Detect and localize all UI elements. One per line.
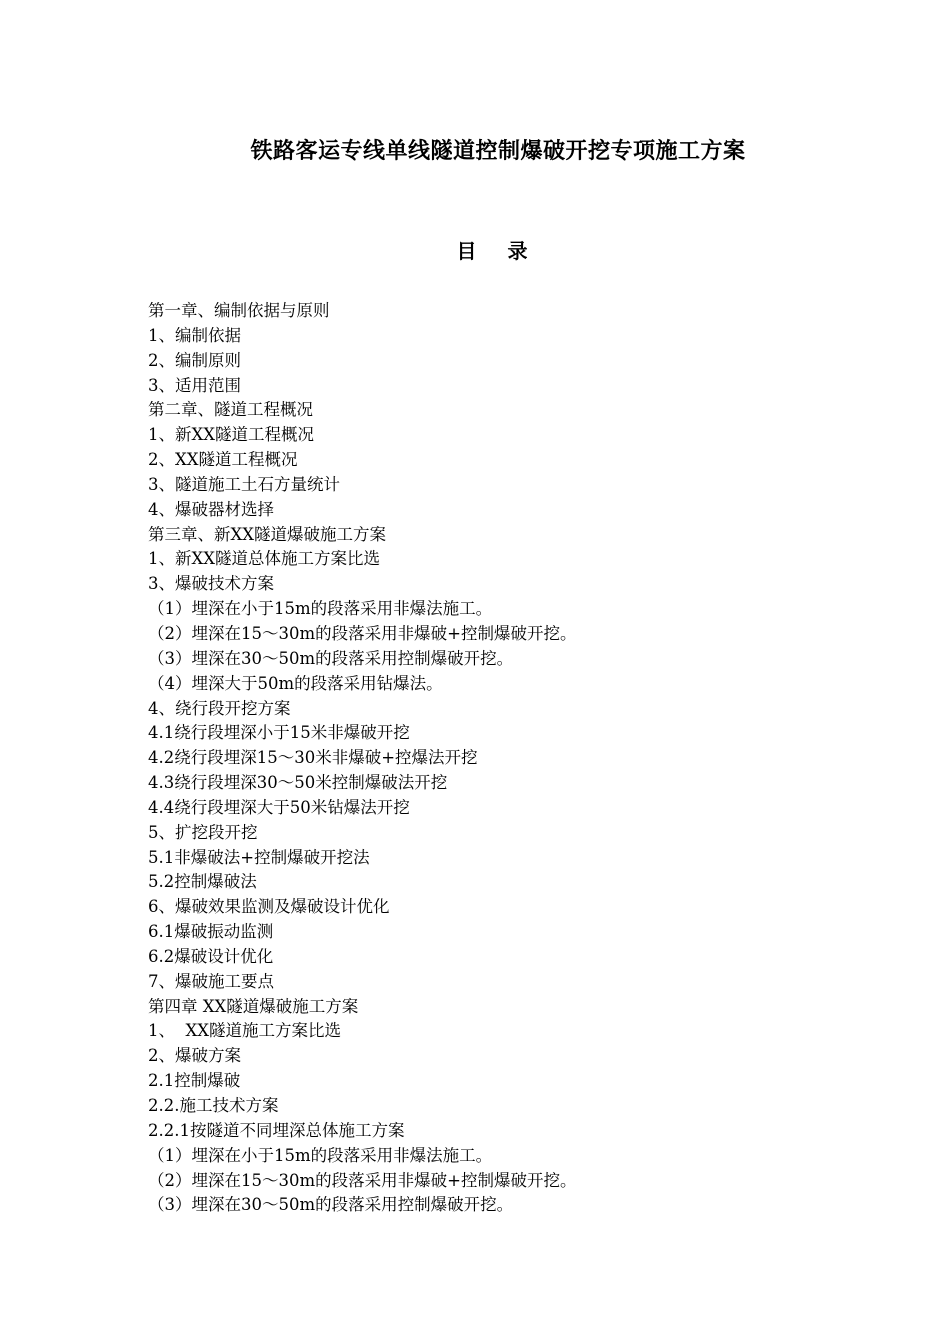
toc-item: 第二章、隧道工程概况 <box>148 400 313 420</box>
toc-item: 1、新XX隧道总体施工方案比选 <box>148 549 380 569</box>
toc-item: 1、编制依据 <box>148 325 241 345</box>
toc-item: 3、爆破技术方案 <box>148 574 274 594</box>
toc-item: 2、爆破方案 <box>148 1046 241 1066</box>
toc-item: 1、新XX隧道工程概况 <box>148 425 314 445</box>
table-of-contents <box>148 299 868 1218</box>
toc-item: 6、爆破效果监测及爆破设计优化 <box>148 897 390 917</box>
toc-item: （3）埋深在30～50m的段落采用控制爆破开挖。 <box>148 1195 514 1215</box>
toc-item: （4）埋深大于50m的段落采用钻爆法。 <box>148 673 443 693</box>
toc-item: 4.1绕行段埋深小于15米非爆破开挖 <box>148 723 410 743</box>
toc-item: （1）埋深在小于15m的段落采用非爆法施工。 <box>148 599 493 619</box>
toc-heading: 目 录 <box>456 239 540 263</box>
toc-item: 2、XX隧道工程概况 <box>148 450 298 470</box>
toc-item: 2、编制原则 <box>148 350 241 370</box>
toc-item: 3、隧道施工土石方量统计 <box>148 474 340 494</box>
toc-item: （1）埋深在小于15m的段落采用非爆法施工。 <box>148 1145 493 1165</box>
toc-item: 4.2绕行段埋深15～30米非爆破+控爆法开挖 <box>148 748 478 768</box>
toc-item: 2.1控制爆破 <box>148 1071 241 1091</box>
toc-item: 第三章、新XX隧道爆破施工方案 <box>148 524 386 544</box>
toc-item: 2.2.1按隧道不同埋深总体施工方案 <box>148 1120 405 1140</box>
toc-item: （2）埋深在15～30m的段落采用非爆破+控制爆破开挖。 <box>148 1170 577 1190</box>
toc-item: 第四章 XX隧道爆破施工方案 <box>148 996 359 1016</box>
toc-item: 3、适用范围 <box>148 375 241 395</box>
toc-item: 第一章、编制依据与原则 <box>148 301 330 320</box>
toc-item: 5.2控制爆破法 <box>148 872 257 892</box>
toc-item: 5、扩挖段开挖 <box>148 822 258 842</box>
toc-item: （2）埋深在15～30m的段落采用非爆破+控制爆破开挖。 <box>148 623 577 643</box>
toc-item: 6.2爆破设计优化 <box>148 946 274 966</box>
toc-item: 4.4绕行段埋深大于50米钻爆法开挖 <box>148 797 410 817</box>
toc-item: 2.2.施工技术方案 <box>148 1096 279 1115</box>
toc-item: 4.3绕行段埋深30～50米控制爆破法开挖 <box>148 773 448 793</box>
toc-item: 5.1非爆破法+控制爆破开挖法 <box>148 847 370 867</box>
toc-item: 7、爆破施工要点 <box>148 971 274 991</box>
toc-item: 1、 XX隧道施工方案比选 <box>148 1021 341 1041</box>
toc-item: 6.1爆破振动监测 <box>148 922 274 942</box>
document-title: 铁路客运专线单线隧道控制爆破开挖专项施工方案 <box>250 138 746 164</box>
toc-item: 4、绕行段开挖方案 <box>148 698 291 718</box>
toc-item: （3）埋深在30～50m的段落采用控制爆破开挖。 <box>148 648 514 668</box>
toc-item: 4、爆破器材选择 <box>148 499 274 519</box>
